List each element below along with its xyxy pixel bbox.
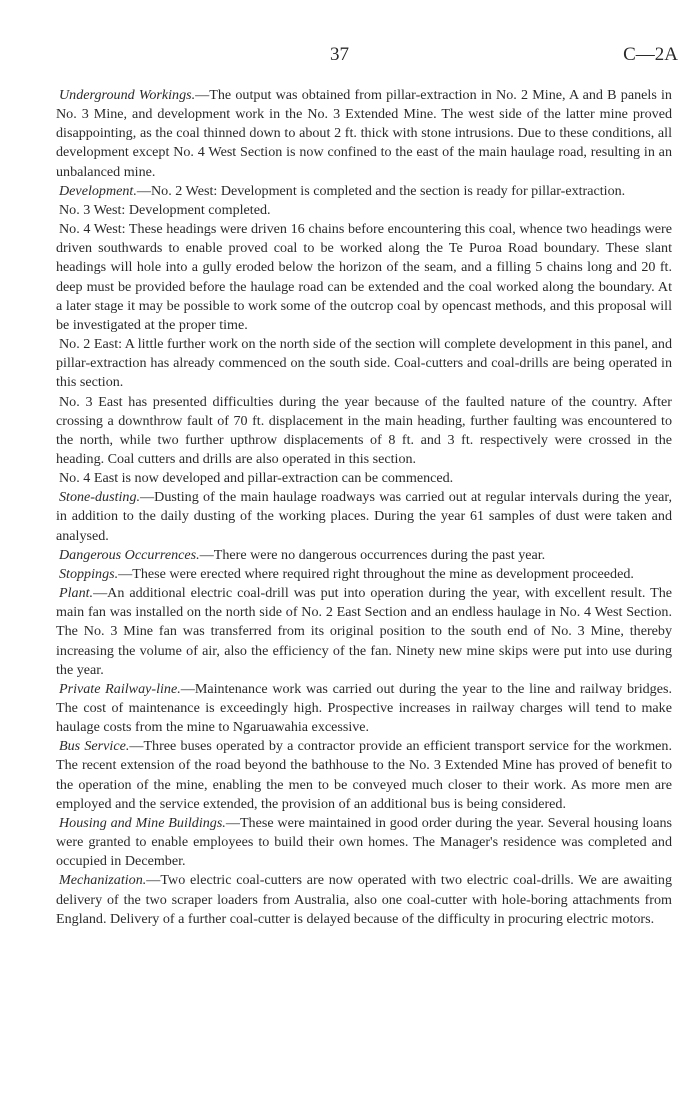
paragraph-heading: Housing and Mine Buildings. (59, 814, 226, 831)
paragraph-bus-service (56, 737, 672, 814)
paragraph-text: —There were no dangerous occurrences during the past year. (199, 546, 546, 563)
paragraph-text: —Dusting of the main haulage roadways was carried out at regular intervals during the year, in addition to the daily dusting of the working places. During the year 61 samples of dust were taken and analysed. (56, 489, 672, 544)
paragraph-heading: Underground Workings. (59, 87, 196, 103)
paragraph-heading: Dangerous Occurrences. (59, 546, 200, 563)
paragraph-text: No. 2 East: A little further work on the north side of the section will complete development in this panel, and pillar-extraction has already commenced on the south side. Coal-cutters and coal-drills are being operated in this section. (56, 336, 672, 391)
paragraph-no4-east (56, 469, 672, 488)
paragraph-heading: Stone-dusting. (59, 489, 141, 506)
paragraph-heading: Stoppings. (59, 565, 119, 582)
paragraph-text: —No. 2 West: Development is completed and the section is ready for pillar-extraction. (136, 182, 626, 199)
paragraph-text: —The output was obtained from pillar-extraction in No. 2 Mine, A and B panels in No. 3 Mine, and development work in the No. 3 Extended Mine. The west side of the latter mine proved disappointing, as the coal thinned down to about 2 ft. thick with stone intrusions. Due to these conditions, all development except No. 4 West Section is now confined to the east of the main haulage road, resulting in an unbalanced mine. (56, 87, 672, 180)
paragraph-text: —An additional electric coal-drill was put into operation during the year, with excellent result. The main fan was installed on the north side of No. 2 East Section and an endless haulage in No. 4 West Section. The No. 3 Mine fan was transferred from its original position to the south end of No. 3 Mine, thereby increasing the volume of air, also the efficiency of the fan. Ninety new mine skips were put into use during the year. (56, 585, 672, 678)
paragraph-text: —Two electric coal-cutters are now operated with two electric coal-drills. We are awaiting delivery of the two scraper loaders from Australia, also one coal-cutter with hole-boring attachments from England. Delivery of a further coal-cutter is delayed because of the difficulty in procuring electric motors. (56, 872, 672, 927)
paragraph-plant (56, 584, 672, 680)
paragraph-heading: Development. (59, 182, 137, 199)
paragraph-private-railway-line (56, 680, 672, 737)
paragraph-mechanization (56, 871, 672, 928)
paragraph-heading: Mechanization. (59, 872, 147, 889)
paragraph-text: No. 4 West: These headings were driven 16 chains before encountering this coal, whence two headings were driven southwards to enable proved coal to be worked along the Te Puroa Road boundary. These slant headings will hole into a gully eroded below the horizon of the seam, and a filling 5 chains long and 20 ft. deep must be provided before the haulage road can be extended and the coal worked along the boundary. At a later stage it may be possible to work some of the outcrop coal by opencast methods, and this proposal will be investigated at the proper time. (56, 221, 672, 333)
paragraph-text: No. 4 East is now developed and pillar-extraction can be commenced. (59, 470, 454, 487)
paragraph-heading: Bus Service. (59, 738, 130, 755)
paragraph-no4-west (56, 220, 672, 335)
paragraph-underground-workings (56, 86, 672, 182)
paragraph-heading: Plant. (59, 585, 94, 602)
paragraph-text: —These were erected where required right throughout the mine as development proceeded. (118, 565, 634, 582)
section-code: C—2A (623, 44, 678, 65)
paragraph-heading: Private Railway-line. (59, 680, 181, 697)
paragraph-no2-east (56, 335, 672, 392)
paragraph-text: No. 3 East has presented difficulties during the year because of the faulted nature of the country. After crossing a downthrow fault of 70 ft. displacement in the main heading, further faulting was encountered to the north, while two further upthrow displacements of 8 ft. and 3 ft. respectively were crossed in the heading. Coal cutters and drills are also operated in this section. (56, 393, 672, 467)
paragraph-no3-east (56, 393, 672, 470)
paragraph-text: —Three buses operated by a contractor provide an efficient transport service for the workmen. The recent extension of the road beyond the bathhouse to the No. 3 Extended Mine has proved of benefit to the operation of the mine, enabling the men to be conveyed much closer to their work. As more men are employed and the service extended, the provision of an additional bus is being considered. (56, 738, 672, 812)
paragraph-no3-west (56, 201, 672, 220)
paragraph-text: —Maintenance work was carried out during the year to the line and railway bridges. The cost of maintenance is exceedingly high. Prospective increases in railway charges will tend to make haulage costs from the mine to Ngaruawahia excessive. (56, 680, 672, 736)
paragraph-development (56, 182, 672, 201)
paragraph-stone-dusting (56, 488, 672, 545)
body-text (56, 86, 672, 929)
paragraph-text: —These were maintained in good order during the year. Several housing loans were granted to enable employees to build their own homes. The Manager's residence was completed and occupied in December. (56, 814, 672, 870)
paragraph-stoppings (56, 565, 672, 584)
paragraph-text: No. 3 West: Development completed. (59, 201, 271, 218)
page-number: 37 (330, 44, 349, 65)
paragraph-housing (56, 814, 672, 871)
page-header (0, 44, 700, 68)
paragraph-dangerous-occurrences (56, 546, 672, 565)
